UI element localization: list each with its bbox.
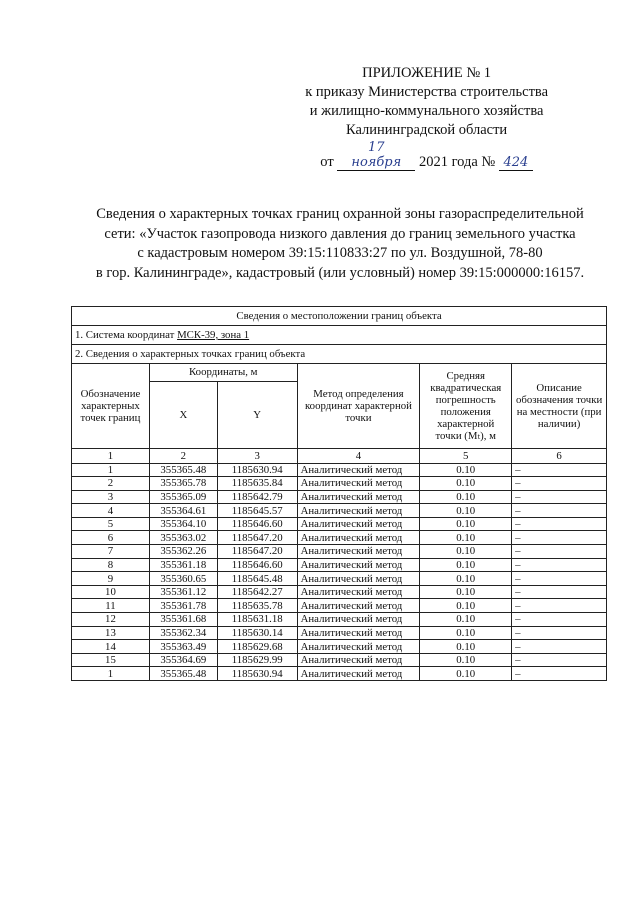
annex-line-3: и жилищно-коммунального хозяйства — [309, 103, 544, 119]
column-number: 6 — [512, 449, 607, 464]
error-cell: 0.10 — [420, 572, 512, 586]
header-coordinates: Координаты, м — [149, 364, 297, 382]
point-cell: 5 — [72, 517, 150, 531]
description-cell: – — [512, 585, 607, 599]
point-cell: 4 — [72, 504, 150, 518]
point-cell: 6 — [72, 531, 150, 545]
coordinate-system-value: МСК-39, зона 1 — [177, 329, 250, 341]
x-cell: 355365.48 — [149, 667, 217, 681]
table-row — [72, 599, 607, 613]
method-cell: Аналитический метод — [297, 626, 420, 640]
description-cell: – — [512, 599, 607, 613]
y-cell: 1185647.20 — [217, 545, 297, 559]
y-cell: 1185645.57 — [217, 504, 297, 518]
order-year-label: 2021 года № — [418, 154, 496, 170]
title-line: Сведения о характерных точках границ охранной зоны газораспределительной — [96, 206, 584, 222]
description-cell: – — [512, 653, 607, 667]
x-cell: 355365.09 — [149, 490, 217, 504]
x-cell: 355363.02 — [149, 531, 217, 545]
y-cell: 1185630.14 — [217, 626, 297, 640]
y-cell: 1185646.60 — [217, 558, 297, 572]
method-cell: Аналитический метод — [297, 585, 420, 599]
y-cell: 1185635.78 — [217, 599, 297, 613]
y-cell: 1185635.84 — [217, 477, 297, 491]
table-row — [72, 653, 607, 667]
handwritten-number: 424 — [499, 155, 533, 171]
description-cell: – — [512, 667, 607, 681]
x-cell: 355365.48 — [149, 463, 217, 477]
error-cell: 0.10 — [420, 653, 512, 667]
method-cell: Аналитический метод — [297, 504, 420, 518]
x-cell: 355361.68 — [149, 613, 217, 627]
table-row — [72, 626, 607, 640]
method-cell: Аналитический метод — [297, 667, 420, 681]
y-cell: 1185631.18 — [217, 613, 297, 627]
method-cell: Аналитический метод — [297, 640, 420, 654]
point-cell: 9 — [72, 572, 150, 586]
error-cell: 0.10 — [420, 640, 512, 654]
table-row — [72, 667, 607, 681]
error-cell: 0.10 — [420, 490, 512, 504]
error-cell: 0.10 — [420, 477, 512, 491]
method-cell: Аналитический метод — [297, 531, 420, 545]
table-row — [72, 585, 607, 599]
handwritten-date: 17 ноября — [337, 140, 415, 171]
y-cell: 1185642.27 — [217, 585, 297, 599]
description-cell: – — [512, 626, 607, 640]
y-cell: 1185647.20 — [217, 531, 297, 545]
description-cell: – — [512, 613, 607, 627]
order-from-label: от — [320, 154, 334, 170]
x-cell: 355360.65 — [149, 572, 217, 586]
annex-header — [305, 64, 548, 172]
table-row — [72, 517, 607, 531]
method-cell: Аналитический метод — [297, 517, 420, 531]
method-cell: Аналитический метод — [297, 477, 420, 491]
x-cell: 355365.78 — [149, 477, 217, 491]
point-cell: 14 — [72, 640, 150, 654]
description-cell: – — [512, 531, 607, 545]
document-title — [70, 205, 610, 283]
title-line: с кадастровым номером 39:15:110833:27 по ул. Воздушной, 78-80 — [137, 245, 543, 261]
x-cell: 355363.49 — [149, 640, 217, 654]
method-cell: Аналитический метод — [297, 463, 420, 477]
column-number: 1 — [72, 449, 150, 464]
error-cell: 0.10 — [420, 585, 512, 599]
x-cell: 355361.18 — [149, 558, 217, 572]
error-cell: 0.10 — [420, 545, 512, 559]
y-cell: 1185645.48 — [217, 572, 297, 586]
column-number: 4 — [297, 449, 420, 464]
description-cell: – — [512, 545, 607, 559]
x-cell: 355364.61 — [149, 504, 217, 518]
x-cell: 355364.69 — [149, 653, 217, 667]
title-line: в гор. Калининграде», кадастровый (или условный) номер 39:15:000000:16157. — [95, 264, 585, 281]
annex-line-4: Калининградской области — [346, 122, 508, 138]
table-row — [72, 531, 607, 545]
column-number: 2 — [149, 449, 217, 464]
x-cell: 355362.34 — [149, 626, 217, 640]
point-cell: 12 — [72, 613, 150, 627]
annex-line-2: к приказу Министерства строительства — [305, 84, 548, 100]
column-number: 3 — [217, 449, 297, 464]
point-cell: 1 — [72, 667, 150, 681]
error-cell: 0.10 — [420, 558, 512, 572]
point-cell: 15 — [72, 653, 150, 667]
column-numbers-row — [72, 449, 607, 464]
header-y: Y — [217, 381, 297, 448]
table-row — [72, 477, 607, 491]
x-cell: 355361.12 — [149, 585, 217, 599]
header-point: Обозначение характерных точек границ — [72, 364, 150, 449]
point-cell: 3 — [72, 490, 150, 504]
description-cell: – — [512, 463, 607, 477]
table-caption: Сведения о местоположении границ объекта — [72, 307, 607, 326]
annex-title: ПРИЛОЖЕНИЕ № 1 — [362, 65, 492, 81]
description-cell: – — [512, 504, 607, 518]
y-cell: 1185630.94 — [217, 667, 297, 681]
table-row — [72, 572, 607, 586]
error-cell: 0.10 — [420, 463, 512, 477]
coordinate-system-label: 1. Система координат — [75, 329, 178, 341]
points-section-title: 2. Сведения о характерных точках границ объекта — [72, 345, 607, 364]
x-cell: 355362.26 — [149, 545, 217, 559]
table-row — [72, 504, 607, 518]
error-cell: 0.10 — [420, 504, 512, 518]
point-cell: 11 — [72, 599, 150, 613]
error-cell: 0.10 — [420, 626, 512, 640]
error-cell: 0.10 — [420, 599, 512, 613]
header-error: Средняя квадратическая погрешность положения характерной точки (Mₜ), м — [420, 364, 512, 449]
y-cell: 1185630.94 — [217, 463, 297, 477]
error-cell: 0.10 — [420, 531, 512, 545]
coordinate-system-row — [72, 326, 607, 345]
method-cell: Аналитический метод — [297, 653, 420, 667]
point-cell: 7 — [72, 545, 150, 559]
description-cell: – — [512, 517, 607, 531]
point-cell: 10 — [72, 585, 150, 599]
header-method: Метод определения координат характерной точки — [297, 364, 420, 449]
error-cell: 0.10 — [420, 613, 512, 627]
description-cell: – — [512, 640, 607, 654]
y-cell: 1185629.68 — [217, 640, 297, 654]
boundary-points-table — [71, 306, 607, 681]
table-row — [72, 558, 607, 572]
annex-order-line — [305, 140, 548, 172]
point-cell: 8 — [72, 558, 150, 572]
header-x: X — [149, 381, 217, 448]
point-cell: 2 — [72, 477, 150, 491]
point-cell: 13 — [72, 626, 150, 640]
table-row — [72, 613, 607, 627]
table-row — [72, 640, 607, 654]
error-cell: 0.10 — [420, 667, 512, 681]
method-cell: Аналитический метод — [297, 558, 420, 572]
x-cell: 355364.10 — [149, 517, 217, 531]
method-cell: Аналитический метод — [297, 572, 420, 586]
description-cell: – — [512, 572, 607, 586]
y-cell: 1185642.79 — [217, 490, 297, 504]
description-cell: – — [512, 490, 607, 504]
table-row — [72, 463, 607, 477]
table-row — [72, 490, 607, 504]
title-line: сети: «Участок газопровода низкого давления до границ земельного участка — [104, 225, 576, 242]
method-cell: Аналитический метод — [297, 490, 420, 504]
x-cell: 355361.78 — [149, 599, 217, 613]
point-cell: 1 — [72, 463, 150, 477]
column-number: 5 — [420, 449, 512, 464]
method-cell: Аналитический метод — [297, 613, 420, 627]
header-description: Описание обозначения точки на местности (при наличии) — [512, 364, 607, 449]
description-cell: – — [512, 477, 607, 491]
table-row — [72, 545, 607, 559]
error-cell: 0.10 — [420, 517, 512, 531]
y-cell: 1185646.60 — [217, 517, 297, 531]
description-cell: – — [512, 558, 607, 572]
method-cell: Аналитический метод — [297, 599, 420, 613]
y-cell: 1185629.99 — [217, 653, 297, 667]
method-cell: Аналитический метод — [297, 545, 420, 559]
